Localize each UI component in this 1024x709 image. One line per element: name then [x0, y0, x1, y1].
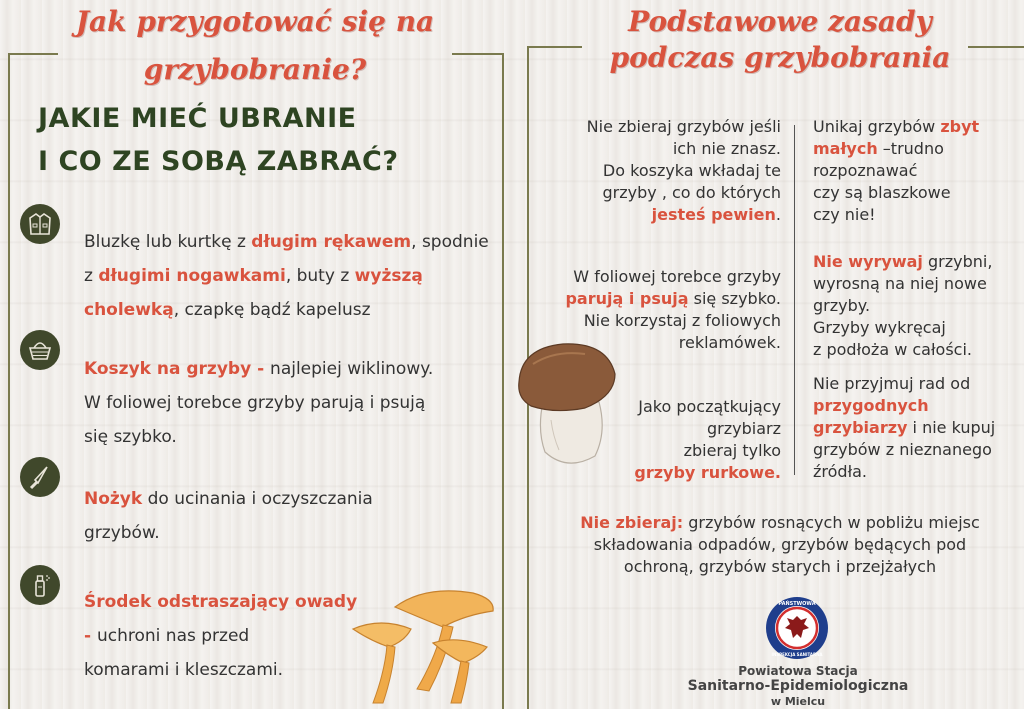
logo-ring-top-text: PAŃSTWOWA [778, 601, 816, 607]
organization-name [660, 664, 936, 708]
left-title-line2: grzybobranie? [143, 53, 367, 86]
org-line2: Sanitarno-Epidemiologiczna [687, 678, 909, 694]
left-title [20, 2, 490, 90]
left-subtitle [38, 97, 498, 183]
rule-unknown-mushrooms: Nie zbieraj grzybów jeśli ich nie znasz. Do koszyka wkładaj te grzyby , co do których jesteś pewien. [586, 117, 781, 224]
item-basket: Koszyk na grzyby - najlepiej wiklinowy. W foliowej torebce grzyby parują i psują się szybko. [84, 359, 434, 447]
org-line3: w Mielcu [770, 695, 826, 708]
item-repellent: Środek odstraszający owady - uchroni nas przed komarami i kleszczami. [84, 592, 358, 680]
item-clothing: Bluzkę lub kurtkę z długim rękawem, spodnie z długimi nogawkami, buty z wyższą cholewką, czapkę bądź kapelusz [84, 232, 489, 320]
rule-beginners: Jako początkujący grzybiarz zbieraj tylko grzyby rurkowe. [634, 397, 781, 482]
left-title-line1: Jak przygotować się na [75, 5, 435, 38]
rule-random-advice: Nie przyjmuj rad od przygodnych grzybiarzy i nie kupuj grzybów z nieznanego źródła. [813, 374, 996, 481]
basket-icon [20, 330, 60, 370]
knife-icon [20, 457, 60, 497]
logo-ring-bottom-text: INSPEKCJA SANITARNA [771, 652, 823, 657]
right-title-line1: Podstawowe zasady [628, 5, 932, 38]
right-column-divider [794, 125, 795, 475]
chanterelle-mushrooms-illustration [345, 585, 500, 709]
spray-icon [20, 565, 60, 605]
sanitary-inspection-logo [765, 596, 829, 660]
left-subtitle-line2: I CO ZE SOBĄ ZABRAĆ? [38, 146, 399, 177]
right-title-line2: podczas grzybobrania [609, 41, 951, 74]
right-title [540, 4, 1020, 76]
rule-plastic-bags: W foliowej torebce grzyby parują i psują się szybko. Nie korzystaj z foliowych reklamówek. [565, 267, 781, 352]
rule-small-mushrooms: Unikaj grzybów zbyt małych –trudno rozpoznawać czy są blaszkowe czy nie! [813, 117, 980, 224]
item-knife: Nożyk do ucinania i oczyszczania grzybów. [84, 489, 373, 543]
left-frame-left [8, 53, 10, 709]
rule-do-not-collect: Nie zbieraj: grzybów rosnących w pobliżu miejsc składowania odpadów, grzybów będących pod ochroną, grzybów starych i przejżałych [580, 513, 980, 576]
rule-do-not-uproot: Nie wyrywaj grzybni, wyrosną na niej nowe grzyby. Grzyby wykręcaj z podłoża w całości. [813, 252, 993, 359]
left-subtitle-line1: JAKIE MIEĆ UBRANIE [38, 103, 357, 134]
org-line1: Powiatowa Stacja [738, 664, 858, 678]
jacket-icon [20, 204, 60, 244]
